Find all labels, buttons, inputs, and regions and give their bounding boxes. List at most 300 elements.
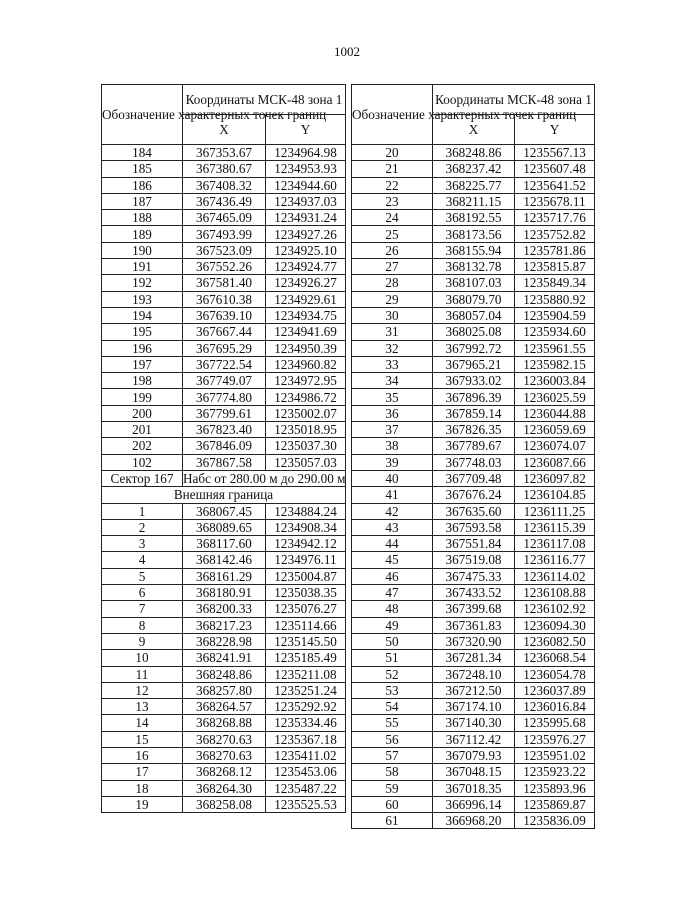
table-row (102, 666, 346, 682)
point-cell: 29 (352, 291, 433, 307)
y-cell: 1234884.24 (266, 503, 346, 519)
table-row (352, 780, 595, 796)
point-cell: 24 (352, 210, 433, 226)
table-row (102, 307, 346, 323)
table-row (102, 585, 346, 601)
point-cell: 201 (102, 422, 183, 438)
x-cell: 367826.35 (433, 422, 515, 438)
table-row (102, 242, 346, 258)
point-cell: 8 (102, 617, 183, 633)
y-cell: 1234937.03 (266, 193, 346, 209)
table-row (102, 324, 346, 340)
table-row (102, 405, 346, 421)
x-cell: 367859.14 (433, 405, 515, 421)
y-cell: 1236054.78 (515, 666, 595, 682)
x-cell: 367281.34 (433, 650, 515, 666)
y-cell: 1235411.02 (266, 747, 346, 763)
table-row (352, 324, 595, 340)
x-cell: 367436.49 (183, 193, 266, 209)
x-cell: 368057.04 (433, 307, 515, 323)
point-cell: 197 (102, 356, 183, 372)
x-cell: 367552.26 (183, 259, 266, 275)
x-cell: 367799.61 (183, 405, 266, 421)
table-row (102, 145, 346, 161)
x-cell: 368258.08 (183, 796, 266, 812)
x-cell: 368132.78 (433, 259, 515, 275)
point-cell: 51 (352, 650, 433, 666)
point-cell: 186 (102, 177, 183, 193)
point-cell: 5 (102, 568, 183, 584)
x-cell: 367079.93 (433, 747, 515, 763)
point-cell: 36 (352, 405, 433, 421)
y-cell: 1235037.30 (266, 438, 346, 454)
table-row (352, 275, 595, 291)
x-cell: 368142.46 (183, 552, 266, 568)
table-row (102, 259, 346, 275)
y-cell: 1235982.15 (515, 356, 595, 372)
table-row (102, 601, 346, 617)
y-cell: 1236115.39 (515, 519, 595, 535)
y-cell: 1236097.82 (515, 470, 595, 486)
point-cell: 195 (102, 324, 183, 340)
y-cell: 1234953.93 (266, 161, 346, 177)
table-row (102, 210, 346, 226)
x-cell: 368228.98 (183, 633, 266, 649)
table-row (352, 699, 595, 715)
y-cell: 1236116.77 (515, 552, 595, 568)
point-cell: 184 (102, 145, 183, 161)
y-cell: 1235038.35 (266, 585, 346, 601)
point-cell: 9 (102, 633, 183, 649)
x-cell: 367846.09 (183, 438, 266, 454)
point-cell: 1 (102, 503, 183, 519)
y-cell: 1235961.55 (515, 340, 595, 356)
sector-label: Сектор 167 (102, 470, 183, 486)
x-cell: 367896.39 (433, 389, 515, 405)
table-row (352, 405, 595, 421)
x-cell: 367695.29 (183, 340, 266, 356)
table-row (352, 601, 595, 617)
y-cell: 1235251.24 (266, 682, 346, 698)
x-cell: 367353.67 (183, 145, 266, 161)
table-row (352, 731, 595, 747)
y-cell: 1236114.02 (515, 568, 595, 584)
table-row (352, 340, 595, 356)
point-cell: 59 (352, 780, 433, 796)
x-cell: 367774.80 (183, 389, 266, 405)
page-number: 1002 (334, 44, 360, 59)
y-cell: 1236082.50 (515, 633, 595, 649)
y-cell: 1235904.59 (515, 307, 595, 323)
table-row (352, 487, 595, 503)
table-row (352, 650, 595, 666)
x-cell: 367748.03 (433, 454, 515, 470)
point-cell: 17 (102, 764, 183, 780)
table-row (102, 715, 346, 731)
point-cell: 35 (352, 389, 433, 405)
y-cell: 1236068.54 (515, 650, 595, 666)
table-row (102, 747, 346, 763)
point-cell: 26 (352, 242, 433, 258)
x-cell: 367408.32 (183, 177, 266, 193)
point-cell: 28 (352, 275, 433, 291)
point-cell: 32 (352, 340, 433, 356)
point-cell: 15 (102, 731, 183, 747)
point-cell: 12 (102, 682, 183, 698)
point-cell: 185 (102, 161, 183, 177)
table-row (102, 731, 346, 747)
table-row (352, 747, 595, 763)
table-row (352, 307, 595, 323)
y-cell: 1235211.08 (266, 666, 346, 682)
header-coords-title: Координаты МСК-48 зона 1 (183, 85, 346, 115)
x-cell: 367789.67 (433, 438, 515, 454)
table-row (352, 422, 595, 438)
point-cell: 192 (102, 275, 183, 291)
naps-range: Набс от 280.00 м до 290.00 м (183, 470, 346, 486)
point-cell: 193 (102, 291, 183, 307)
table-row (352, 226, 595, 242)
header-coords-title: Координаты МСК-48 зона 1 (433, 85, 595, 115)
y-cell: 1235145.50 (266, 633, 346, 649)
table-row (352, 177, 595, 193)
table-row (102, 226, 346, 242)
point-cell: 38 (352, 438, 433, 454)
table-row (102, 519, 346, 535)
table-row (102, 682, 346, 698)
x-cell: 368225.77 (433, 177, 515, 193)
point-cell: 4 (102, 552, 183, 568)
y-cell: 1235185.49 (266, 650, 346, 666)
table-row (352, 617, 595, 633)
x-cell: 367635.60 (433, 503, 515, 519)
table-row (102, 552, 346, 568)
x-cell: 368107.03 (433, 275, 515, 291)
y-cell: 1236117.08 (515, 536, 595, 552)
x-cell: 368248.86 (183, 666, 266, 682)
table-row (352, 796, 595, 812)
x-cell: 367523.09 (183, 242, 266, 258)
table-row (352, 373, 595, 389)
point-cell: 25 (352, 226, 433, 242)
point-cell: 41 (352, 487, 433, 503)
point-cell: 54 (352, 699, 433, 715)
point-cell: 56 (352, 731, 433, 747)
y-cell: 1234960.82 (266, 356, 346, 372)
header-point-label: Обозначение характерных точек границ (102, 85, 183, 145)
y-cell: 1234926.27 (266, 275, 346, 291)
y-cell: 1235292.92 (266, 699, 346, 715)
point-cell: 43 (352, 519, 433, 535)
y-cell: 1234934.75 (266, 307, 346, 323)
x-cell: 367112.42 (433, 731, 515, 747)
table-row (352, 291, 595, 307)
point-cell: 6 (102, 585, 183, 601)
y-cell: 1235893.96 (515, 780, 595, 796)
table-row (352, 633, 595, 649)
x-cell: 368192.55 (433, 210, 515, 226)
x-cell: 367361.83 (433, 617, 515, 633)
table-row (352, 389, 595, 405)
x-cell: 366968.20 (433, 813, 515, 829)
table-row (102, 389, 346, 405)
point-cell: 34 (352, 373, 433, 389)
y-cell: 1235367.18 (266, 731, 346, 747)
point-cell: 37 (352, 422, 433, 438)
table-row (352, 438, 595, 454)
x-cell: 367140.30 (433, 715, 515, 731)
y-cell: 1236044.88 (515, 405, 595, 421)
x-cell: 367018.35 (433, 780, 515, 796)
outer-boundary-label: Внешняя граница (102, 487, 346, 503)
y-cell: 1235114.66 (266, 617, 346, 633)
x-cell: 368211.15 (433, 193, 515, 209)
point-cell: 202 (102, 438, 183, 454)
x-cell: 368270.63 (183, 747, 266, 763)
table-row (102, 699, 346, 715)
coordinates-table-left (101, 84, 346, 813)
y-cell: 1235976.27 (515, 731, 595, 747)
point-cell: 48 (352, 601, 433, 617)
table-row (102, 177, 346, 193)
table-row (352, 210, 595, 226)
y-cell: 1235752.82 (515, 226, 595, 242)
table-row (102, 503, 346, 519)
point-cell: 22 (352, 177, 433, 193)
y-cell: 1235453.06 (266, 764, 346, 780)
point-cell: 19 (102, 796, 183, 812)
point-cell: 200 (102, 405, 183, 421)
y-cell: 1234927.26 (266, 226, 346, 242)
x-cell: 368237.42 (433, 161, 515, 177)
x-cell: 368270.63 (183, 731, 266, 747)
x-cell: 368268.88 (183, 715, 266, 731)
y-cell: 1236104.85 (515, 487, 595, 503)
table-row (352, 259, 595, 275)
table-row (352, 536, 595, 552)
point-cell: 199 (102, 389, 183, 405)
point-cell: 188 (102, 210, 183, 226)
x-cell: 368241.91 (183, 650, 266, 666)
point-cell: 47 (352, 585, 433, 601)
x-cell: 368248.86 (433, 145, 515, 161)
x-cell: 367823.40 (183, 422, 266, 438)
table-row (102, 161, 346, 177)
point-cell: 50 (352, 633, 433, 649)
x-cell: 368268.12 (183, 764, 266, 780)
table-row (102, 454, 346, 470)
y-cell: 1234944.60 (266, 177, 346, 193)
y-cell: 1235836.09 (515, 813, 595, 829)
point-cell: 189 (102, 226, 183, 242)
y-cell: 1235849.34 (515, 275, 595, 291)
x-cell: 367610.38 (183, 291, 266, 307)
x-cell: 368264.57 (183, 699, 266, 715)
point-cell: 11 (102, 666, 183, 682)
y-cell: 1234925.10 (266, 242, 346, 258)
header-x: X (183, 115, 266, 145)
x-cell: 367475.33 (433, 568, 515, 584)
table-row (352, 470, 595, 486)
table-row (352, 682, 595, 698)
table-row (352, 568, 595, 584)
table-row (102, 275, 346, 291)
x-cell: 367676.24 (433, 487, 515, 503)
y-cell: 1235004.87 (266, 568, 346, 584)
y-cell: 1234931.24 (266, 210, 346, 226)
y-cell: 1235923.22 (515, 764, 595, 780)
y-cell: 1236102.92 (515, 601, 595, 617)
x-cell: 367048.15 (433, 764, 515, 780)
x-cell: 367965.21 (433, 356, 515, 372)
table-row (102, 796, 346, 812)
table-row (352, 454, 595, 470)
table-row (352, 503, 595, 519)
point-cell: 18 (102, 780, 183, 796)
x-cell: 367212.50 (433, 682, 515, 698)
x-cell: 368217.23 (183, 617, 266, 633)
point-cell: 39 (352, 454, 433, 470)
point-cell: 196 (102, 340, 183, 356)
y-cell: 1236094.30 (515, 617, 595, 633)
point-cell: 191 (102, 259, 183, 275)
table-row (102, 780, 346, 796)
header-x: X (433, 115, 515, 145)
point-cell: 30 (352, 307, 433, 323)
point-cell: 2 (102, 519, 183, 535)
table-row (102, 422, 346, 438)
x-cell: 367465.09 (183, 210, 266, 226)
x-cell: 367992.72 (433, 340, 515, 356)
x-cell: 368161.29 (183, 568, 266, 584)
point-cell: 20 (352, 145, 433, 161)
header-y: Y (266, 115, 346, 145)
point-cell: 52 (352, 666, 433, 682)
y-cell: 1236074.07 (515, 438, 595, 454)
x-cell: 368257.80 (183, 682, 266, 698)
x-cell: 368200.33 (183, 601, 266, 617)
x-cell: 367667.44 (183, 324, 266, 340)
point-cell: 33 (352, 356, 433, 372)
x-cell: 367867.58 (183, 454, 266, 470)
y-cell: 1235641.52 (515, 177, 595, 193)
y-cell: 1234924.77 (266, 259, 346, 275)
point-cell: 21 (352, 161, 433, 177)
table-row (352, 145, 595, 161)
x-cell: 366996.14 (433, 796, 515, 812)
x-cell: 367493.99 (183, 226, 266, 242)
x-cell: 368180.91 (183, 585, 266, 601)
x-cell: 367709.48 (433, 470, 515, 486)
x-cell: 367433.52 (433, 585, 515, 601)
point-cell: 55 (352, 715, 433, 731)
y-cell: 1235525.53 (266, 796, 346, 812)
x-cell: 367593.58 (433, 519, 515, 535)
table-row (352, 552, 595, 568)
table-row (352, 813, 595, 829)
table-row (352, 585, 595, 601)
y-cell: 1234942.12 (266, 536, 346, 552)
y-cell: 1235607.48 (515, 161, 595, 177)
point-cell: 27 (352, 259, 433, 275)
y-cell: 1234941.69 (266, 324, 346, 340)
table-row (102, 650, 346, 666)
y-cell: 1234929.61 (266, 291, 346, 307)
point-cell: 57 (352, 747, 433, 763)
point-cell: 7 (102, 601, 183, 617)
table-row (102, 568, 346, 584)
x-cell: 368067.45 (183, 503, 266, 519)
table-row (102, 633, 346, 649)
point-cell: 42 (352, 503, 433, 519)
point-cell: 102 (102, 454, 183, 470)
x-cell: 368155.94 (433, 242, 515, 258)
point-cell: 3 (102, 536, 183, 552)
y-cell: 1235815.87 (515, 259, 595, 275)
point-cell: 13 (102, 699, 183, 715)
x-cell: 367174.10 (433, 699, 515, 715)
table-row (352, 193, 595, 209)
x-cell: 367380.67 (183, 161, 266, 177)
y-cell: 1235002.07 (266, 405, 346, 421)
point-cell: 190 (102, 242, 183, 258)
point-cell: 40 (352, 470, 433, 486)
x-cell: 367722.54 (183, 356, 266, 372)
table-row (102, 356, 346, 372)
y-cell: 1234976.11 (266, 552, 346, 568)
y-cell: 1235076.27 (266, 601, 346, 617)
table-row (102, 193, 346, 209)
y-cell: 1235934.60 (515, 324, 595, 340)
y-cell: 1235869.87 (515, 796, 595, 812)
y-cell: 1236108.88 (515, 585, 595, 601)
x-cell: 368089.65 (183, 519, 266, 535)
table-row (352, 666, 595, 682)
point-cell: 61 (352, 813, 433, 829)
point-cell: 187 (102, 193, 183, 209)
y-cell: 1236025.59 (515, 389, 595, 405)
point-cell: 58 (352, 764, 433, 780)
y-cell: 1234986.72 (266, 389, 346, 405)
coordinates-table-right (351, 84, 595, 829)
y-cell: 1235018.95 (266, 422, 346, 438)
y-cell: 1235995.68 (515, 715, 595, 731)
point-cell: 60 (352, 796, 433, 812)
table-row (352, 242, 595, 258)
y-cell: 1234972.95 (266, 373, 346, 389)
y-cell: 1234908.34 (266, 519, 346, 535)
point-cell: 44 (352, 536, 433, 552)
x-cell: 367248.10 (433, 666, 515, 682)
point-cell: 198 (102, 373, 183, 389)
table-row (102, 536, 346, 552)
y-cell: 1236111.25 (515, 503, 595, 519)
point-cell: 49 (352, 617, 433, 633)
table-row (102, 340, 346, 356)
y-cell: 1235717.76 (515, 210, 595, 226)
point-cell: 46 (352, 568, 433, 584)
point-cell: 16 (102, 747, 183, 763)
table-row (102, 373, 346, 389)
point-cell: 10 (102, 650, 183, 666)
y-cell: 1235567.13 (515, 145, 595, 161)
y-cell: 1235057.03 (266, 454, 346, 470)
x-cell: 368079.70 (433, 291, 515, 307)
x-cell: 368117.60 (183, 536, 266, 552)
y-cell: 1234950.39 (266, 340, 346, 356)
y-cell: 1236003.84 (515, 373, 595, 389)
y-cell: 1234964.98 (266, 145, 346, 161)
